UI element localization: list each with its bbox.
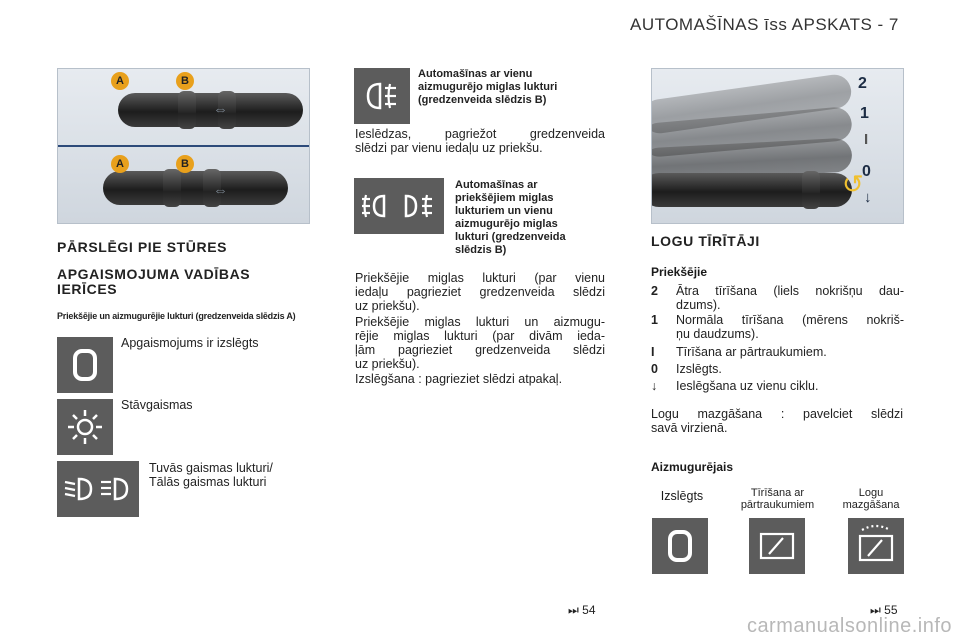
front-fog-title-3: lukturiem un vienu bbox=[455, 205, 553, 217]
wash-text-1: Logu mazgāšana : pavelciet slēdzi bbox=[651, 407, 903, 421]
section-title-switches: PĀRSLĒGI PIE STŪRES bbox=[57, 239, 228, 255]
front-fog-title-4: aizmugurējo miglas bbox=[455, 218, 558, 230]
wiper-position-0: 0 bbox=[862, 163, 871, 180]
headlights-label-2: Tālās gaismas lukturi bbox=[149, 475, 267, 489]
rear-wiper-interval-icon bbox=[749, 518, 805, 574]
lights-off-label: Apgaismojums ir izslēgts bbox=[121, 336, 259, 350]
watermark: carmanualsonline.info bbox=[746, 615, 952, 637]
rear-caption-interval-1: Tīrīšana ar bbox=[750, 487, 805, 499]
wiper-stalk-photo bbox=[651, 68, 904, 224]
front-fog-title-1: Automašīnas ar bbox=[455, 179, 538, 191]
wiper-row-single-text: Ieslēgšana uz vienu ciklu. bbox=[676, 379, 819, 393]
badge-a-top: A bbox=[111, 72, 129, 90]
down-arrow-icon: ↓ bbox=[651, 379, 658, 393]
wiper-position-1: 1 bbox=[860, 105, 869, 122]
rear-wiper-wash-icon bbox=[848, 518, 904, 574]
wiper-row-1-text-1: Normāla tīrīšana (mērens nokriš- bbox=[676, 313, 904, 327]
front-fog-text-5: rējie miglas lukturi (par divām ieda- bbox=[355, 329, 605, 343]
page-header: AUTOMAŠĪNAS īss APSKATS - 7 bbox=[630, 15, 899, 34]
page-ref-arrow-icon: ⏭ bbox=[568, 603, 579, 617]
page-ref-54-number: 54 bbox=[582, 603, 596, 617]
lights-off-icon bbox=[57, 337, 113, 393]
wipers-title: LOGU TĪRĪTĀJI bbox=[651, 233, 760, 249]
rear-fog-title-1: Automašīnas ar vienu bbox=[418, 68, 533, 80]
rear-fog-light-icon bbox=[354, 68, 410, 124]
front-wipers-title: Priekšējie bbox=[651, 265, 708, 279]
wiper-row-single bbox=[651, 379, 904, 393]
front-fog-title-2: priekšējiem miglas bbox=[455, 192, 554, 204]
rear-wiper-title: Aizmugurējais bbox=[651, 460, 734, 474]
rear-caption-wash-2: mazgāšana bbox=[842, 499, 900, 511]
wiper-row-2-key: 2 bbox=[651, 284, 658, 298]
wiper-row-i bbox=[651, 345, 904, 359]
section-title-lighting-2: IERĪCES bbox=[57, 281, 118, 297]
page-ref-arrow-icon: ⏭ bbox=[870, 603, 881, 617]
wiper-row-1 bbox=[651, 313, 904, 343]
wiper-row-2-text-2: dzums). bbox=[676, 298, 721, 312]
page-ref-55-number: 55 bbox=[884, 603, 898, 617]
lighting-subtitle: Priekšējie un aizmugurējie lukturi (gredzenveida slēdzis A) bbox=[57, 311, 296, 321]
rear-wiper-off-icon bbox=[652, 518, 708, 574]
lights-stalk-photo bbox=[57, 68, 310, 224]
page-ref-54[interactable] bbox=[568, 603, 596, 618]
rear-fog-title-2: aizmugurējo miglas lukturi bbox=[418, 81, 558, 93]
front-fog-text-4: Priekšējie miglas lukturi un aizmugu- bbox=[355, 315, 605, 329]
badge-b-top: B bbox=[176, 72, 194, 90]
wiper-row-1-key: 1 bbox=[651, 313, 658, 327]
wiper-row-0-key: 0 bbox=[651, 362, 658, 376]
front-fog-text-3: uz priekšu). bbox=[355, 299, 420, 313]
wiper-row-i-key: I bbox=[651, 345, 655, 359]
front-fog-text-7: uz priekšu). bbox=[355, 357, 420, 371]
rear-caption-wash-1: Logu bbox=[858, 487, 884, 499]
wiper-row-2 bbox=[651, 284, 904, 314]
badge-b-bottom: B bbox=[176, 155, 194, 173]
wiper-row-2-text-1: Ātra tīrīšana (liels nokrišņu dau- bbox=[676, 284, 904, 298]
wiper-position-i: I bbox=[864, 131, 869, 148]
wiper-position-2: 2 bbox=[858, 75, 867, 92]
headlights-label-1: Tuvās gaismas lukturi/ bbox=[149, 461, 273, 475]
rear-caption-off: Izslēgts bbox=[660, 489, 704, 503]
rear-fog-text-1: Ieslēdzas, pagriežot gredzenveida bbox=[355, 127, 605, 141]
wiper-row-i-text: Tīrīšana ar pārtraukumiem. bbox=[676, 345, 827, 359]
front-fog-text-1: Priekšējie miglas lukturi (par vienu bbox=[355, 271, 605, 285]
headlights-icon bbox=[57, 461, 139, 517]
front-fog-title-6: slēdzis B) bbox=[455, 244, 507, 256]
rear-fog-title-3: (gredzenveida slēdzis B) bbox=[418, 94, 547, 106]
fog-off-text: Izslēgšana : pagrieziet slēdzi atpakaļ. bbox=[355, 372, 563, 386]
sidelights-icon bbox=[57, 399, 113, 455]
rear-caption-interval-2: pārtraukumiem bbox=[740, 499, 815, 511]
wiper-row-0 bbox=[651, 362, 904, 376]
double-arrow-icon: ⇔ bbox=[213, 182, 228, 199]
front-fog-text-6: ļām pagrieziet gredzenveida slēdzi bbox=[355, 343, 605, 357]
wash-text-2: savā virzienā. bbox=[651, 421, 728, 435]
section-title-lighting-1: APGAISMOJUMA VADĪBAS bbox=[57, 266, 251, 282]
double-arrow-icon: ⇔ bbox=[213, 101, 228, 118]
wiper-row-1-text-2: ņu daudzums). bbox=[676, 327, 759, 341]
rotation-arrow-icon: ↺ bbox=[842, 169, 864, 199]
wiper-row-0-text: Izslēgts. bbox=[676, 362, 722, 376]
front-fog-title-5: lukturi (gredzenveida bbox=[455, 231, 566, 243]
badge-a-bottom: A bbox=[111, 155, 129, 173]
front-rear-fog-icon bbox=[354, 178, 444, 234]
sidelights-label: Stāvgaismas bbox=[121, 398, 193, 412]
rear-fog-text-2: slēdzi par vienu iedaļu uz priekšu. bbox=[355, 141, 543, 155]
wiper-position-single: ↓ bbox=[864, 189, 872, 206]
front-fog-text-2: iedaļu pagrieziet gredzenveida slēdzi bbox=[355, 285, 605, 299]
